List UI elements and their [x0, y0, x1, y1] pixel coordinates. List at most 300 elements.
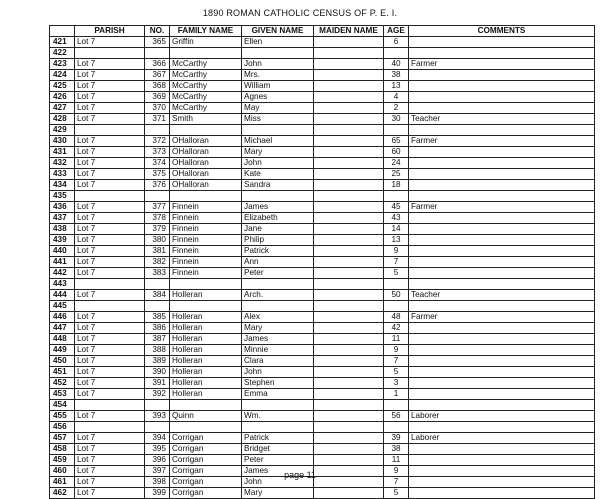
comments-cell	[409, 235, 595, 246]
family-name-cell: OHalloran	[170, 169, 242, 180]
comments-cell	[409, 301, 595, 312]
table-row	[50, 422, 595, 433]
age-header: AGE	[384, 26, 409, 37]
row-number-cell: 436	[50, 202, 75, 213]
age-cell: 9	[384, 466, 409, 477]
row-number-cell: 444	[50, 290, 75, 301]
age-cell	[384, 125, 409, 136]
family-name-cell: Corrigan	[170, 466, 242, 477]
comments-cell	[409, 323, 595, 334]
family-name-cell	[170, 422, 242, 433]
row-number-cell: 461	[50, 477, 75, 488]
parish-cell	[75, 279, 145, 290]
parish-cell	[75, 191, 145, 202]
age-cell: 38	[384, 444, 409, 455]
comments-cell	[409, 378, 595, 389]
age-cell: 25	[384, 169, 409, 180]
maiden-name-cell	[314, 444, 384, 455]
family-name-cell: Holleran	[170, 389, 242, 400]
maiden-name-cell	[314, 103, 384, 114]
age-cell: 24	[384, 158, 409, 169]
maiden-name-cell	[314, 48, 384, 59]
comments-cell: Farmer	[409, 136, 595, 147]
given-name-header: GIVEN NAME	[242, 26, 314, 37]
given-name-cell: Mary	[242, 323, 314, 334]
family-name-cell: Finnein	[170, 246, 242, 257]
given-name-cell	[242, 125, 314, 136]
census-body	[50, 37, 595, 499]
comments-cell: Teacher	[409, 290, 595, 301]
maiden-name-cell	[314, 345, 384, 356]
given-name-cell: Mary	[242, 147, 314, 158]
row-number-cell: 458	[50, 444, 75, 455]
comments-cell: Farmer	[409, 312, 595, 323]
no-cell	[145, 400, 170, 411]
comments-cell	[409, 92, 595, 103]
comments-cell	[409, 488, 595, 499]
given-name-cell: James	[242, 334, 314, 345]
given-name-cell: Peter	[242, 455, 314, 466]
given-name-cell: Patrick	[242, 433, 314, 444]
no-cell: 382	[145, 257, 170, 268]
parish-cell	[75, 125, 145, 136]
family-name-cell: McCarthy	[170, 103, 242, 114]
age-cell	[384, 279, 409, 290]
given-name-cell: Ann	[242, 257, 314, 268]
comments-cell	[409, 268, 595, 279]
maiden-name-cell	[314, 158, 384, 169]
parish-cell: Lot 7	[75, 103, 145, 114]
no-cell: 368	[145, 81, 170, 92]
parish-cell: Lot 7	[75, 466, 145, 477]
maiden-name-header: MAIDEN NAME	[314, 26, 384, 37]
age-cell	[384, 400, 409, 411]
given-name-cell: Jane	[242, 224, 314, 235]
no-cell: 398	[145, 477, 170, 488]
row-number-cell: 426	[50, 92, 75, 103]
no-cell: 397	[145, 466, 170, 477]
parish-cell: Lot 7	[75, 433, 145, 444]
maiden-name-cell	[314, 433, 384, 444]
maiden-name-cell	[314, 389, 384, 400]
maiden-name-cell	[314, 279, 384, 290]
given-name-cell: Arch.	[242, 290, 314, 301]
comments-cell	[409, 257, 595, 268]
table-row	[50, 59, 595, 70]
row-number-cell: 447	[50, 323, 75, 334]
comments-cell	[409, 389, 595, 400]
age-cell	[384, 422, 409, 433]
family-name-cell	[170, 125, 242, 136]
table-row	[50, 411, 595, 422]
maiden-name-cell	[314, 356, 384, 367]
maiden-name-cell	[314, 268, 384, 279]
table-row	[50, 180, 595, 191]
no-cell: 391	[145, 378, 170, 389]
table-row	[50, 191, 595, 202]
given-name-cell	[242, 48, 314, 59]
table-row	[50, 290, 595, 301]
age-cell: 3	[384, 378, 409, 389]
row-number-cell: 450	[50, 356, 75, 367]
family-name-cell: Finnein	[170, 268, 242, 279]
given-name-cell: Michael	[242, 136, 314, 147]
row-number-cell: 433	[50, 169, 75, 180]
table-row	[50, 48, 595, 59]
table-row	[50, 455, 595, 466]
given-name-cell: James	[242, 466, 314, 477]
row-number-cell: 453	[50, 389, 75, 400]
age-cell: 13	[384, 235, 409, 246]
row-number-header	[50, 26, 75, 37]
family-name-cell: Holleran	[170, 323, 242, 334]
header-row	[50, 26, 595, 37]
table-row	[50, 92, 595, 103]
comments-cell	[409, 103, 595, 114]
parish-cell: Lot 7	[75, 136, 145, 147]
no-cell: 393	[145, 411, 170, 422]
table-row	[50, 257, 595, 268]
table-row	[50, 213, 595, 224]
table-row	[50, 488, 595, 499]
table-row	[50, 367, 595, 378]
given-name-cell	[242, 422, 314, 433]
family-name-cell: Finnein	[170, 202, 242, 213]
table-row	[50, 136, 595, 147]
comments-cell	[409, 191, 595, 202]
age-cell: 45	[384, 202, 409, 213]
page-footer: page 11	[284, 470, 316, 480]
comments-header: COMMENTS	[409, 26, 595, 37]
table-row	[50, 268, 595, 279]
given-name-cell: Emma	[242, 389, 314, 400]
family-name-cell	[170, 301, 242, 312]
age-cell: 48	[384, 312, 409, 323]
table-row	[50, 224, 595, 235]
parish-cell	[75, 422, 145, 433]
age-cell	[384, 48, 409, 59]
given-name-cell: John	[242, 477, 314, 488]
parish-cell: Lot 7	[75, 367, 145, 378]
given-name-cell	[242, 400, 314, 411]
parish-cell: Lot 7	[75, 477, 145, 488]
row-number-cell: 434	[50, 180, 75, 191]
row-number-cell: 424	[50, 70, 75, 81]
no-cell: 376	[145, 180, 170, 191]
table-row	[50, 279, 595, 290]
family-name-header: FAMILY NAME	[170, 26, 242, 37]
family-name-cell: McCarthy	[170, 59, 242, 70]
no-cell	[145, 48, 170, 59]
age-cell: 7	[384, 477, 409, 488]
table-row	[50, 400, 595, 411]
maiden-name-cell	[314, 400, 384, 411]
row-number-cell: 449	[50, 345, 75, 356]
no-cell	[145, 191, 170, 202]
maiden-name-cell	[314, 246, 384, 257]
given-name-cell: Ellen	[242, 37, 314, 48]
no-cell: 384	[145, 290, 170, 301]
row-number-cell: 445	[50, 301, 75, 312]
maiden-name-cell	[314, 191, 384, 202]
given-name-cell: May	[242, 103, 314, 114]
comments-cell: Farmer	[409, 59, 595, 70]
age-cell: 56	[384, 411, 409, 422]
comments-cell	[409, 367, 595, 378]
family-name-cell: Corrigan	[170, 488, 242, 499]
given-name-cell: Miss	[242, 114, 314, 125]
table-row	[50, 389, 595, 400]
family-name-cell: Corrigan	[170, 455, 242, 466]
age-cell: 6	[384, 37, 409, 48]
comments-cell	[409, 37, 595, 48]
parish-cell: Lot 7	[75, 169, 145, 180]
parish-cell: Lot 7	[75, 114, 145, 125]
maiden-name-cell	[314, 290, 384, 301]
maiden-name-cell	[314, 367, 384, 378]
age-cell: 14	[384, 224, 409, 235]
parish-cell: Lot 7	[75, 389, 145, 400]
row-number-cell: 438	[50, 224, 75, 235]
maiden-name-cell	[314, 202, 384, 213]
no-cell: 367	[145, 70, 170, 81]
family-name-cell: Holleran	[170, 345, 242, 356]
family-name-cell: McCarthy	[170, 92, 242, 103]
row-number-cell: 460	[50, 466, 75, 477]
age-cell: 11	[384, 455, 409, 466]
age-cell: 5	[384, 488, 409, 499]
given-name-cell	[242, 279, 314, 290]
comments-cell	[409, 169, 595, 180]
no-cell: 380	[145, 235, 170, 246]
maiden-name-cell	[314, 235, 384, 246]
age-cell: 9	[384, 345, 409, 356]
no-cell: 399	[145, 488, 170, 499]
given-name-cell	[242, 191, 314, 202]
age-cell: 38	[384, 70, 409, 81]
no-cell: 377	[145, 202, 170, 213]
family-name-cell: Corrigan	[170, 444, 242, 455]
row-number-cell: 437	[50, 213, 75, 224]
age-cell: 40	[384, 59, 409, 70]
row-number-cell: 454	[50, 400, 75, 411]
age-cell: 65	[384, 136, 409, 147]
parish-cell: Lot 7	[75, 147, 145, 158]
family-name-cell: McCarthy	[170, 70, 242, 81]
no-cell: 386	[145, 323, 170, 334]
comments-cell	[409, 48, 595, 59]
family-name-cell: Finnein	[170, 213, 242, 224]
given-name-cell: John	[242, 367, 314, 378]
no-cell: 388	[145, 345, 170, 356]
age-cell: 13	[384, 81, 409, 92]
maiden-name-cell	[314, 125, 384, 136]
row-number-cell: 443	[50, 279, 75, 290]
row-number-cell: 455	[50, 411, 75, 422]
row-number-cell: 446	[50, 312, 75, 323]
age-cell: 4	[384, 92, 409, 103]
maiden-name-cell	[314, 59, 384, 70]
given-name-cell: Clara	[242, 356, 314, 367]
comments-cell: Teacher	[409, 114, 595, 125]
parish-cell: Lot 7	[75, 180, 145, 191]
parish-cell: Lot 7	[75, 235, 145, 246]
no-cell: 385	[145, 312, 170, 323]
row-number-cell: 422	[50, 48, 75, 59]
parish-cell: Lot 7	[75, 158, 145, 169]
parish-cell: Lot 7	[75, 213, 145, 224]
maiden-name-cell	[314, 180, 384, 191]
given-name-cell: Patrick	[242, 246, 314, 257]
row-number-cell: 425	[50, 81, 75, 92]
family-name-cell: Holleran	[170, 290, 242, 301]
row-number-cell: 432	[50, 158, 75, 169]
parish-header: PARISH	[75, 26, 145, 37]
table-row	[50, 103, 595, 114]
row-number-cell: 439	[50, 235, 75, 246]
no-cell: 381	[145, 246, 170, 257]
parish-cell: Lot 7	[75, 334, 145, 345]
maiden-name-cell	[314, 213, 384, 224]
no-cell: 366	[145, 59, 170, 70]
age-cell: 30	[384, 114, 409, 125]
row-number-cell: 448	[50, 334, 75, 345]
comments-cell: Laborer	[409, 411, 595, 422]
table-row	[50, 169, 595, 180]
comments-cell	[409, 70, 595, 81]
comments-cell	[409, 422, 595, 433]
table-row	[50, 444, 595, 455]
no-cell: 383	[145, 268, 170, 279]
no-cell: 375	[145, 169, 170, 180]
family-name-cell: Smith	[170, 114, 242, 125]
family-name-cell: Corrigan	[170, 433, 242, 444]
table-row	[50, 378, 595, 389]
no-cell: 394	[145, 433, 170, 444]
family-name-cell: Finnein	[170, 257, 242, 268]
age-cell: 60	[384, 147, 409, 158]
table-row	[50, 125, 595, 136]
row-number-cell: 435	[50, 191, 75, 202]
given-name-cell: Agnes	[242, 92, 314, 103]
given-name-cell: Stephen	[242, 378, 314, 389]
maiden-name-cell	[314, 37, 384, 48]
parish-cell	[75, 301, 145, 312]
parish-cell: Lot 7	[75, 455, 145, 466]
family-name-cell: Corrigan	[170, 477, 242, 488]
maiden-name-cell	[314, 92, 384, 103]
comments-cell	[409, 81, 595, 92]
table-row	[50, 433, 595, 444]
parish-cell: Lot 7	[75, 81, 145, 92]
given-name-cell: Mary	[242, 488, 314, 499]
comments-cell	[409, 444, 595, 455]
family-name-cell	[170, 191, 242, 202]
no-cell	[145, 422, 170, 433]
family-name-cell: Holleran	[170, 334, 242, 345]
given-name-cell: Wm.	[242, 411, 314, 422]
maiden-name-cell	[314, 323, 384, 334]
age-cell: 11	[384, 334, 409, 345]
family-name-cell: Finnein	[170, 224, 242, 235]
no-cell: 389	[145, 356, 170, 367]
comments-cell	[409, 345, 595, 356]
given-name-cell: Mrs.	[242, 70, 314, 81]
maiden-name-cell	[314, 334, 384, 345]
comments-cell	[409, 158, 595, 169]
given-name-cell: Alex	[242, 312, 314, 323]
given-name-cell: Kate	[242, 169, 314, 180]
no-cell: 396	[145, 455, 170, 466]
table-row	[50, 114, 595, 125]
maiden-name-cell	[314, 81, 384, 92]
family-name-cell: OHalloran	[170, 147, 242, 158]
no-cell	[145, 279, 170, 290]
table-row	[50, 246, 595, 257]
family-name-cell: Griffin	[170, 37, 242, 48]
age-cell: 50	[384, 290, 409, 301]
comments-cell: Laborer	[409, 433, 595, 444]
page-title: 1890 ROMAN CATHOLIC CENSUS OF P. E. I.	[202, 8, 398, 18]
parish-cell: Lot 7	[75, 356, 145, 367]
row-number-cell: 442	[50, 268, 75, 279]
row-number-cell: 441	[50, 257, 75, 268]
comments-cell	[409, 279, 595, 290]
no-cell: 390	[145, 367, 170, 378]
comments-cell: Farmer	[409, 202, 595, 213]
parish-cell: Lot 7	[75, 323, 145, 334]
age-cell: 39	[384, 433, 409, 444]
table-row	[50, 312, 595, 323]
parish-cell: Lot 7	[75, 290, 145, 301]
table-row	[50, 334, 595, 345]
age-cell: 43	[384, 213, 409, 224]
row-number-cell: 452	[50, 378, 75, 389]
table-row	[50, 202, 595, 213]
family-name-cell: OHalloran	[170, 180, 242, 191]
parish-cell: Lot 7	[75, 224, 145, 235]
parish-cell: Lot 7	[75, 37, 145, 48]
family-name-cell: OHalloran	[170, 158, 242, 169]
table-row	[50, 345, 595, 356]
table-row	[50, 356, 595, 367]
parish-cell: Lot 7	[75, 312, 145, 323]
given-name-cell: Bridget	[242, 444, 314, 455]
no-cell: 379	[145, 224, 170, 235]
family-name-cell: Holleran	[170, 378, 242, 389]
no-cell: 365	[145, 37, 170, 48]
parish-cell: Lot 7	[75, 378, 145, 389]
maiden-name-cell	[314, 378, 384, 389]
parish-cell: Lot 7	[75, 345, 145, 356]
no-cell: 395	[145, 444, 170, 455]
family-name-cell: Quinn	[170, 411, 242, 422]
table-row	[50, 37, 595, 48]
no-cell: 372	[145, 136, 170, 147]
comments-cell	[409, 356, 595, 367]
census-table	[49, 25, 595, 499]
maiden-name-cell	[314, 70, 384, 81]
parish-cell: Lot 7	[75, 257, 145, 268]
age-cell: 5	[384, 268, 409, 279]
family-name-cell: Finnein	[170, 235, 242, 246]
parish-cell: Lot 7	[75, 444, 145, 455]
maiden-name-cell	[314, 488, 384, 499]
family-name-cell: McCarthy	[170, 81, 242, 92]
row-number-cell: 429	[50, 125, 75, 136]
row-number-cell: 457	[50, 433, 75, 444]
age-cell: 2	[384, 103, 409, 114]
